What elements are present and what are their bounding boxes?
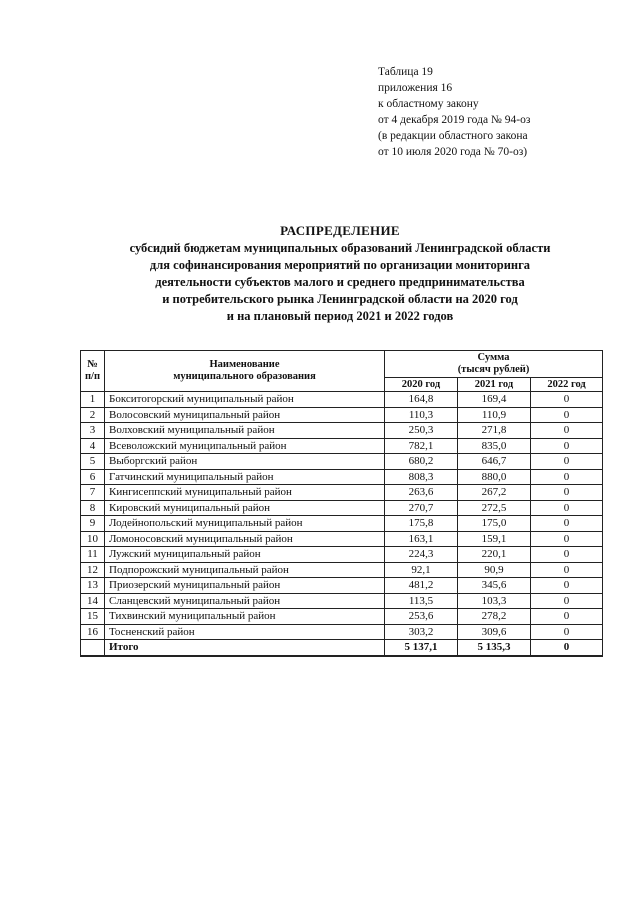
- year-2021-header: 2021 год: [458, 378, 531, 392]
- value-2020: 481,2: [385, 578, 458, 594]
- row-number: 12: [81, 562, 105, 578]
- value-2021: 110,9: [458, 407, 531, 423]
- value-2020: 163,1: [385, 531, 458, 547]
- sum-header: [385, 351, 603, 378]
- table-row: [81, 423, 603, 439]
- row-number: 6: [81, 469, 105, 485]
- value-2020: 164,8: [385, 392, 458, 408]
- value-2020: 175,8: [385, 516, 458, 532]
- municipality-name: Тосненский район: [105, 624, 385, 640]
- value-2021: 309,6: [458, 624, 531, 640]
- row-number: 7: [81, 485, 105, 501]
- value-2020: 782,1: [385, 438, 458, 454]
- row-number: 5: [81, 454, 105, 470]
- value-2021: 646,7: [458, 454, 531, 470]
- table-row: [81, 531, 603, 547]
- value-2020: 92,1: [385, 562, 458, 578]
- value-2020: 113,5: [385, 593, 458, 609]
- value-2022: 0: [531, 593, 603, 609]
- row-number: 9: [81, 516, 105, 532]
- municipality-name: Гатчинский муниципальный район: [105, 469, 385, 485]
- title-line: для софинансирования мероприятий по организации мониторинга: [149, 258, 531, 272]
- municipality-name: Лужский муниципальный район: [105, 547, 385, 563]
- row-number: 16: [81, 624, 105, 640]
- value-2022: 0: [531, 531, 603, 547]
- value-2022: 0: [531, 438, 603, 454]
- table-row: [81, 454, 603, 470]
- value-2022: 0: [531, 485, 603, 501]
- value-2022: 0: [531, 469, 603, 485]
- allocation-table: [80, 350, 603, 657]
- number-header: [81, 351, 105, 392]
- table-row: [81, 609, 603, 625]
- table-row: [81, 438, 603, 454]
- total-2022: 0: [531, 640, 603, 656]
- attachment-line: приложения 16: [378, 82, 453, 94]
- row-number: 15: [81, 609, 105, 625]
- value-2020: 224,3: [385, 547, 458, 563]
- row-number: 13: [81, 578, 105, 594]
- document-title: [60, 222, 620, 325]
- name-header-line2: муниципального образования: [173, 371, 316, 382]
- municipality-name: Ломоносовский муниципальный район: [105, 531, 385, 547]
- attachment-line: Таблица 19: [378, 66, 433, 78]
- total-row: [81, 640, 603, 656]
- table-body: [81, 392, 603, 656]
- sum-header-line1: Сумма: [477, 352, 510, 363]
- value-2022: 0: [531, 609, 603, 625]
- title-line: и на плановый период 2021 и 2022 годов: [226, 309, 454, 323]
- row-number: 14: [81, 593, 105, 609]
- value-2021: 169,4: [458, 392, 531, 408]
- row-number: 11: [81, 547, 105, 563]
- value-2022: 0: [531, 392, 603, 408]
- municipality-name: Приозерский муниципальный район: [105, 578, 385, 594]
- table-row: [81, 547, 603, 563]
- number-header-line2: п/п: [84, 371, 101, 382]
- municipality-name: Тихвинский муниципальный район: [105, 609, 385, 625]
- attachment-reference: [378, 64, 530, 160]
- value-2020: 110,3: [385, 407, 458, 423]
- municipality-name: Сланцевский муниципальный район: [105, 593, 385, 609]
- table-row: [81, 578, 603, 594]
- title-line: субсидий бюджетам муниципальных образований Ленинградской области: [129, 241, 551, 255]
- municipality-name: Всеволожский муниципальный район: [105, 438, 385, 454]
- municipality-name: Кировский муниципальный район: [105, 500, 385, 516]
- total-2020: 5 137,1: [385, 640, 458, 656]
- value-2020: 270,7: [385, 500, 458, 516]
- value-2022: 0: [531, 578, 603, 594]
- attachment-line: от 10 июля 2020 года № 70-оз): [378, 146, 528, 158]
- municipality-name: Лодейнопольский муниципальный район: [105, 516, 385, 532]
- municipality-name: Подпорожский муниципальный район: [105, 562, 385, 578]
- table-row: [81, 516, 603, 532]
- number-header-line1: №: [87, 359, 98, 370]
- table-row: [81, 485, 603, 501]
- row-number: 10: [81, 531, 105, 547]
- municipality-name: Волосовский муниципальный район: [105, 407, 385, 423]
- year-2022-header: 2022 год: [531, 378, 603, 392]
- municipality-name: Кингисеппский муниципальный район: [105, 485, 385, 501]
- table-row: [81, 624, 603, 640]
- row-number: 4: [81, 438, 105, 454]
- name-header: [105, 351, 385, 392]
- value-2022: 0: [531, 547, 603, 563]
- row-number: 3: [81, 423, 105, 439]
- attachment-line: от 4 декабря 2019 года № 94-оз: [378, 114, 531, 126]
- row-number: 2: [81, 407, 105, 423]
- value-2021: 272,5: [458, 500, 531, 516]
- value-2022: 0: [531, 500, 603, 516]
- value-2022: 0: [531, 562, 603, 578]
- value-2020: 263,6: [385, 485, 458, 501]
- value-2022: 0: [531, 423, 603, 439]
- value-2021: 103,3: [458, 593, 531, 609]
- value-2021: 345,6: [458, 578, 531, 594]
- value-2020: 250,3: [385, 423, 458, 439]
- value-2020: 303,2: [385, 624, 458, 640]
- value-2020: 680,2: [385, 454, 458, 470]
- table-header-row: [81, 351, 603, 378]
- attachment-line: к областному закону: [378, 98, 479, 110]
- table-row: [81, 562, 603, 578]
- table-row: [81, 593, 603, 609]
- row-number: 8: [81, 500, 105, 516]
- municipality-name: Волховский муниципальный район: [105, 423, 385, 439]
- name-header-line1: Наименование: [209, 359, 280, 370]
- title-line: деятельности субъектов малого и среднего предпринимательства: [155, 275, 525, 289]
- value-2021: 159,1: [458, 531, 531, 547]
- value-2021: 267,2: [458, 485, 531, 501]
- municipality-name: Выборгский район: [105, 454, 385, 470]
- value-2021: 835,0: [458, 438, 531, 454]
- year-2020-header: 2020 год: [385, 378, 458, 392]
- title-heading: РАСПРЕДЕЛЕНИЕ: [280, 223, 400, 238]
- value-2021: 271,8: [458, 423, 531, 439]
- value-2022: 0: [531, 407, 603, 423]
- table-row: [81, 407, 603, 423]
- value-2021: 220,1: [458, 547, 531, 563]
- table-row: [81, 469, 603, 485]
- total-2021: 5 135,3: [458, 640, 531, 656]
- municipality-name: Бокситогорский муниципальный район: [105, 392, 385, 408]
- value-2021: 278,2: [458, 609, 531, 625]
- value-2021: 90,9: [458, 562, 531, 578]
- title-line: и потребительского рынка Ленинградской области на 2020 год: [162, 292, 518, 306]
- attachment-line: (в редакции областного закона: [378, 130, 528, 142]
- value-2021: 880,0: [458, 469, 531, 485]
- total-label: Итого: [105, 640, 385, 656]
- value-2020: 253,6: [385, 609, 458, 625]
- value-2022: 0: [531, 624, 603, 640]
- value-2021: 175,0: [458, 516, 531, 532]
- value-2022: 0: [531, 516, 603, 532]
- sum-header-line2: (тысяч рублей): [457, 364, 530, 375]
- value-2020: 808,3: [385, 469, 458, 485]
- value-2022: 0: [531, 454, 603, 470]
- total-number-cell: [81, 640, 105, 656]
- table-row: [81, 500, 603, 516]
- table-row: [81, 392, 603, 408]
- row-number: 1: [81, 392, 105, 408]
